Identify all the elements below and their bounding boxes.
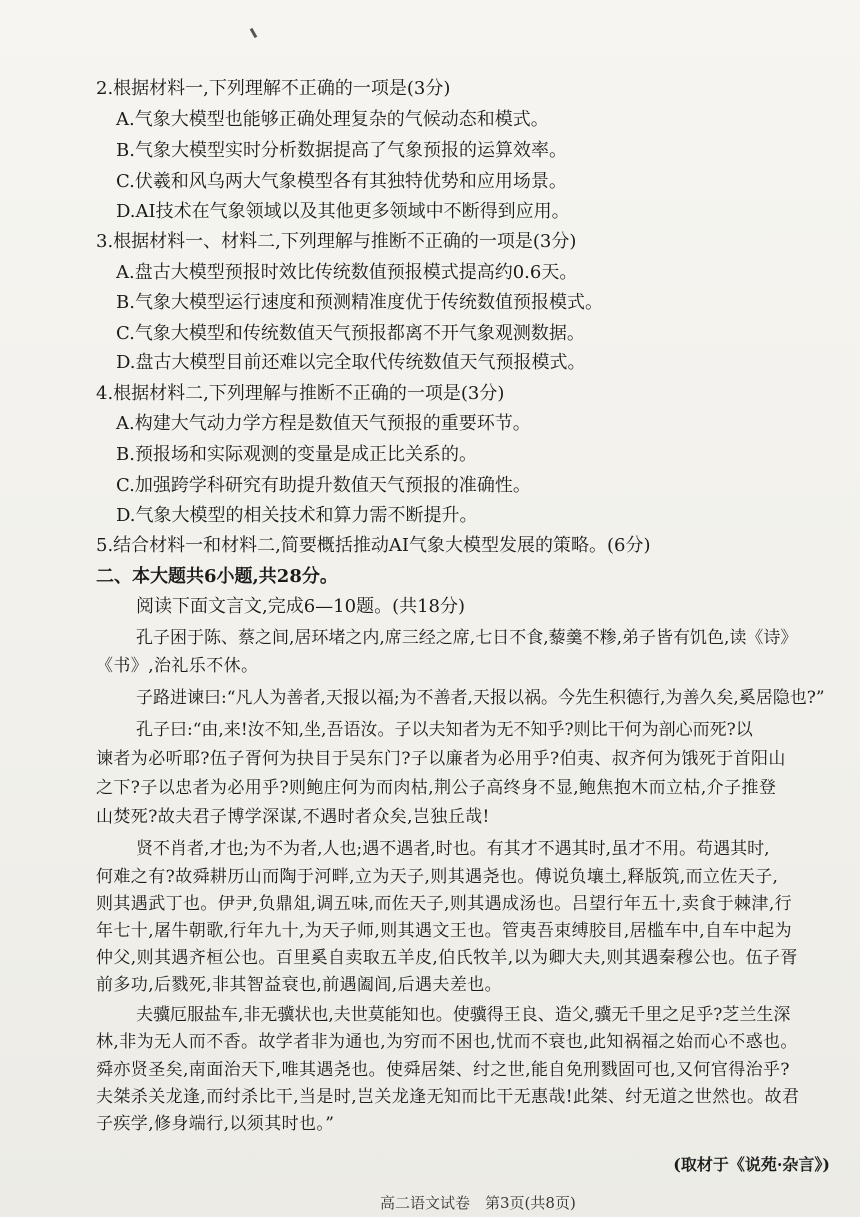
section-2-heading: 二、本大题共6小题,共28分。	[96, 566, 338, 587]
question-2-option-d: D.AI技术在气象领域以及其他更多领域中不断得到应用。	[116, 201, 570, 222]
question-3-option-c: C.气象大模型和传统数值天气预报都离不开气象观测数据。	[116, 323, 585, 344]
passage-line: 子疾学,修身端行,以须其时也。”	[96, 1114, 335, 1134]
passage-line: 林,非为无人而不香。故学者非为通也,为穷而不困也,忧而不衰也,此知祸福之始而心不惑也。	[96, 1032, 798, 1052]
passage-line: 《书》,治礼乐不休。	[96, 656, 259, 676]
scan-mark	[250, 28, 258, 38]
question-2-stem: 2.根据材料一,下列理解不正确的一项是(3分)	[96, 78, 451, 99]
question-4-stem: 4.根据材料二,下列理解与推断不正确的一项是(3分)	[96, 383, 505, 404]
passage-line: 夫骥厄服盐车,非无骥状也,夫世莫能知也。使骥得王良、造父,骥无千里之足乎?芝兰生深	[136, 1005, 791, 1025]
passage-source: (取材于《说苑·杂言》)	[673, 1155, 830, 1174]
passage-line: 山焚死?故夫君子博学深谋,不遇时者众矣,岂独丘哉!	[96, 807, 490, 827]
passage-line: 何难之有?故舜耕历山而陶于河畔,立为天子,则其遇尧也。傅说负壤土,释版筑,而立佐天子,	[96, 867, 779, 887]
passage-line: 舜亦贤圣矣,南面治天下,唯其遇尧也。使舜居桀、纣之世,能自免刑戮固可也,又何官得治乎?	[96, 1060, 790, 1080]
passage-line: 前多功,后戮死,非其智益衰也,前遇阖闾,后遇夫差也。	[96, 975, 503, 995]
question-2-option-a: A.气象大模型也能够正确处理复杂的气候动态和模式。	[116, 109, 549, 130]
passage-line: 孔子曰:“由,来!汝不知,坐,吾语汝。子以夫知者为无不知乎?则比干何为剖心而死?以	[136, 720, 753, 740]
question-4-option-b: B.预报场和实际观测的变量是成正比关系的。	[116, 444, 477, 465]
question-3-stem: 3.根据材料一、材料二,下列理解与推断不正确的一项是(3分)	[96, 231, 577, 252]
question-2-option-c: C.伏羲和风乌两大气象模型各有其独特优势和应用场景。	[116, 171, 567, 192]
passage-line: 之下?子以忠者为必用乎?则鲍庄何为而肉枯,荆公子高终身不显,鲍焦抱木而立枯,介子推登	[96, 778, 777, 798]
passage-line: 仲父,则其遇齐桓公也。百里奚自卖取五羊皮,伯氏牧羊,以为卿大夫,则其遇秦穆公也。伍子胥	[96, 948, 798, 968]
question-3-option-d: D.盘古大模型目前还难以完全取代传统数值天气预报模式。	[116, 352, 586, 373]
section-2-instruction: 阅读下面文言文,完成6—10题。(共18分)	[136, 596, 466, 617]
question-2-option-b: B.气象大模型实时分析数据提高了气象预报的运算效率。	[116, 140, 567, 161]
passage-line: 年七十,屠牛朝歌,行年九十,为天子师,则其遇文王也。管夷吾束缚胶目,居槛车中,自车中起为	[96, 921, 793, 941]
question-4-option-a: A.构建大气动力学方程是数值天气预报的重要环节。	[116, 413, 531, 434]
question-5-stem: 5.结合材料一和材料二,简要概括推动AI气象大模型发展的策略。(6分)	[96, 535, 651, 556]
page-footer: 高二语文试卷 第3页(共8页)	[380, 1194, 576, 1212]
passage-line: 子路进谏曰:“凡人为善者,天报以福;为不善者,天报以祸。今先生积德行,为善久矣,奚居隐也?”	[136, 688, 825, 708]
question-3-option-b: B.气象大模型运行速度和预测精准度优于传统数值预报模式。	[116, 292, 603, 313]
passage-line: 谏者为必听耶?伍子胥何为抉目于吴东门?子以廉者为必用乎?伯夷、叔齐何为饿死于首阳山	[96, 749, 786, 769]
passage-line: 夫桀杀关龙逢,而纣杀比干,当是时,岂关龙逢无知而比干无惠哉!此桀、纣无道之世然也。故君	[96, 1087, 800, 1107]
question-3-option-a: A.盘古大模型预报时效比传统数值预报模式提高约0.6天。	[116, 262, 578, 283]
question-4-option-d: D.气象大模型的相关技术和算力需不断提升。	[116, 505, 478, 526]
question-4-option-c: C.加强跨学科研究有助提升数值天气预报的准确性。	[116, 475, 531, 496]
passage-line: 贤不肖者,才也;为不为者,人也;遇不遇者,时也。有其才不遇其时,虽才不用。苟遇其时,	[136, 839, 770, 859]
passage-line: 则其遇武丁也。伊尹,负鼎俎,调五味,而佐天子,则其遇成汤也。吕望行年五十,卖食于棘津,行	[96, 894, 793, 914]
passage-line: 孔子困于陈、蔡之间,居环堵之内,席三经之席,七日不食,藜羹不糁,弟子皆有饥色,读《诗》	[136, 628, 798, 648]
